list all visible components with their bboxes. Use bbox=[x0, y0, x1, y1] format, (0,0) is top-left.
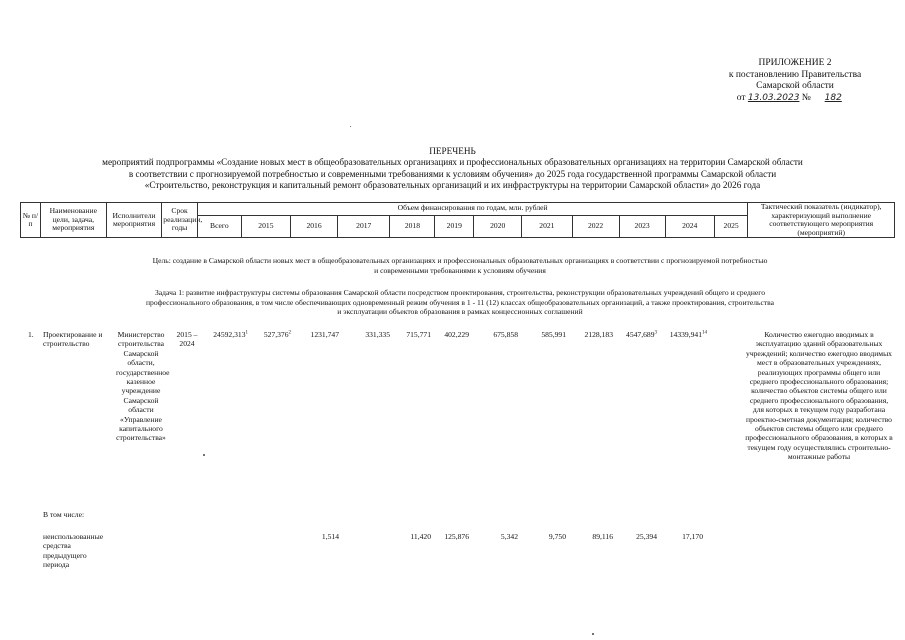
row1-executor: Министерство строительства Самарской области, государственное казенное учреждение Самарской области «Управление капитального строительства» bbox=[116, 330, 170, 443]
row1-2015: 527,376$^2$ bbox=[263, 330, 291, 339]
row2-2018: 11,420 bbox=[410, 532, 431, 541]
task-line-3: и эксплуатации объектов образования в рамках концессионных соглашений bbox=[337, 307, 583, 317]
footnote-mark: 3 bbox=[654, 330, 657, 336]
header-year: 2016 bbox=[290, 215, 337, 238]
number-value: 182 bbox=[824, 92, 842, 103]
including-label: В том числе: bbox=[43, 510, 85, 519]
header-year: 2017 bbox=[338, 215, 390, 238]
header-name: Наименование цели, задача, мероприятия bbox=[40, 203, 106, 238]
row1-name: Проектирование и строительство bbox=[43, 330, 103, 349]
header-year: 2024 bbox=[665, 215, 714, 238]
header-executor: Исполнители мероприятия bbox=[106, 203, 161, 238]
row2-2016: 1,514 bbox=[321, 532, 339, 541]
date-prefix: от bbox=[736, 92, 746, 103]
header-year: 2018 bbox=[390, 215, 435, 238]
row2-2019: 125,876 bbox=[444, 532, 469, 541]
header-year: 2023 bbox=[619, 215, 665, 238]
row1-2024: 14339,941$^{14}$ bbox=[669, 330, 707, 339]
row1-term: 2015 – 2024 bbox=[176, 330, 198, 349]
header-indicator: Тактический показатель (индикатор), характеризующий выполнение соответствующего мероприятия (мероприятий) bbox=[748, 203, 895, 238]
number-label: № bbox=[801, 92, 811, 103]
row1-num: 1. bbox=[28, 330, 34, 339]
header-year: 2022 bbox=[572, 215, 619, 238]
date-value: 13.03.2023 bbox=[747, 92, 800, 103]
appendix-region: Самарской области bbox=[756, 81, 834, 91]
header-year: 2025 bbox=[714, 215, 748, 238]
row1-2021: 585,991 bbox=[541, 330, 566, 339]
row1-2022: 2128,183 bbox=[584, 330, 613, 339]
row1-indicator: Количество ежегодно вводимых в эксплуатацию зданий образовательных учреждений; количество ежегодно вводимых мест в образовательных учреждениях, реализующих программы общего или среднего профессионального образования; количество объектов системы общего или среднего профессионального образования, для которых в текущем году разработана проектно-сметная документация; количество объектов системы общего или среднего профессионального образования, в которых в текущем году осуществлялись строительно-монтажные работы bbox=[745, 330, 893, 462]
footnote-mark: 14 bbox=[702, 330, 707, 336]
header-total: Всего bbox=[197, 215, 241, 238]
row2-2022: 89,116 bbox=[592, 532, 613, 541]
row1-total: 24592,313$^1$ bbox=[213, 330, 248, 339]
appendix-date-line bbox=[700, 93, 890, 105]
header-year: 2015 bbox=[241, 215, 290, 238]
appendix-block bbox=[700, 58, 890, 104]
title-heading: ПЕРЕЧЕНЬ bbox=[429, 146, 476, 156]
row1-2020: 675,858 bbox=[493, 330, 518, 339]
footnote-mark: 1 bbox=[245, 330, 248, 336]
goal-text bbox=[60, 256, 860, 275]
title-line-2: в соответствии с прогнозируемой потребностью и современными требованиями к условиям обучения» до 2025 года государственной программы Самарской области bbox=[128, 168, 777, 179]
row1-2017: 331,335 bbox=[365, 330, 390, 339]
row2-2023: 25,394 bbox=[636, 532, 657, 541]
title-line-3: «Строительство, реконструкция и капитальный ремонт образовательных организаций и их инфраструктуры на территории Самарской области» до 2026 года bbox=[144, 180, 761, 191]
row1-2019: 402,229 bbox=[444, 330, 469, 339]
row1-2018: 715,771 bbox=[406, 330, 431, 339]
row1-2023: 4547,689$^3$ bbox=[626, 330, 657, 339]
appendix-label: ПРИЛОЖЕНИЕ 2 bbox=[758, 58, 832, 68]
footnote-mark: 2 bbox=[288, 330, 291, 336]
header-num: № п/п bbox=[21, 203, 41, 238]
header-year: 2019 bbox=[435, 215, 474, 238]
title-line-1: мероприятий подпрограммы «Создание новых мест в общеобразовательных организациях и профессиональных образовательных организациях на территории Самарской области bbox=[102, 157, 803, 168]
scan-speck bbox=[350, 126, 351, 127]
header-term: Срок реализации, годы bbox=[162, 203, 198, 238]
goal-line-2: и современными требованиями к условиям обучения bbox=[374, 265, 546, 275]
scan-speck bbox=[592, 633, 594, 635]
header-year: 2020 bbox=[474, 215, 522, 238]
row2-name: неиспользованные средства предыдущего периода bbox=[43, 532, 104, 570]
task-line-2: профессионального образования, в том числе обеспечивающих одновременный режим обучения в 1 - 11 (12) классах общеобразовательных организаций, а также проектирования, строительства bbox=[145, 297, 775, 307]
document-title bbox=[20, 146, 885, 192]
scan-speck bbox=[203, 454, 205, 456]
header-year: 2021 bbox=[522, 215, 572, 238]
row2-2020: 5,342 bbox=[500, 532, 518, 541]
row2-2024: 17,170 bbox=[682, 532, 703, 541]
task-line-1: Задача 1: развитие инфраструктуры системы образования Самарской области посредством проектирования, строительства, реконструкции образовательных учреждений общего и среднего bbox=[155, 288, 765, 297]
appendix-resolution: к постановлению Правительства bbox=[728, 69, 862, 80]
funding-table-header bbox=[20, 202, 895, 238]
row1-2016: 1231,747 bbox=[310, 330, 339, 339]
task-text bbox=[40, 288, 880, 317]
row2-2021: 9,750 bbox=[548, 532, 566, 541]
header-funding: Объем финансирования по годам, млн. рублей bbox=[197, 203, 748, 216]
goal-line-1: Цель: создание в Самарской области новых мест в общеобразовательных организациях и профессиональных образовательных организациях в соответствии с прогнозируемой потребностью bbox=[152, 256, 768, 265]
